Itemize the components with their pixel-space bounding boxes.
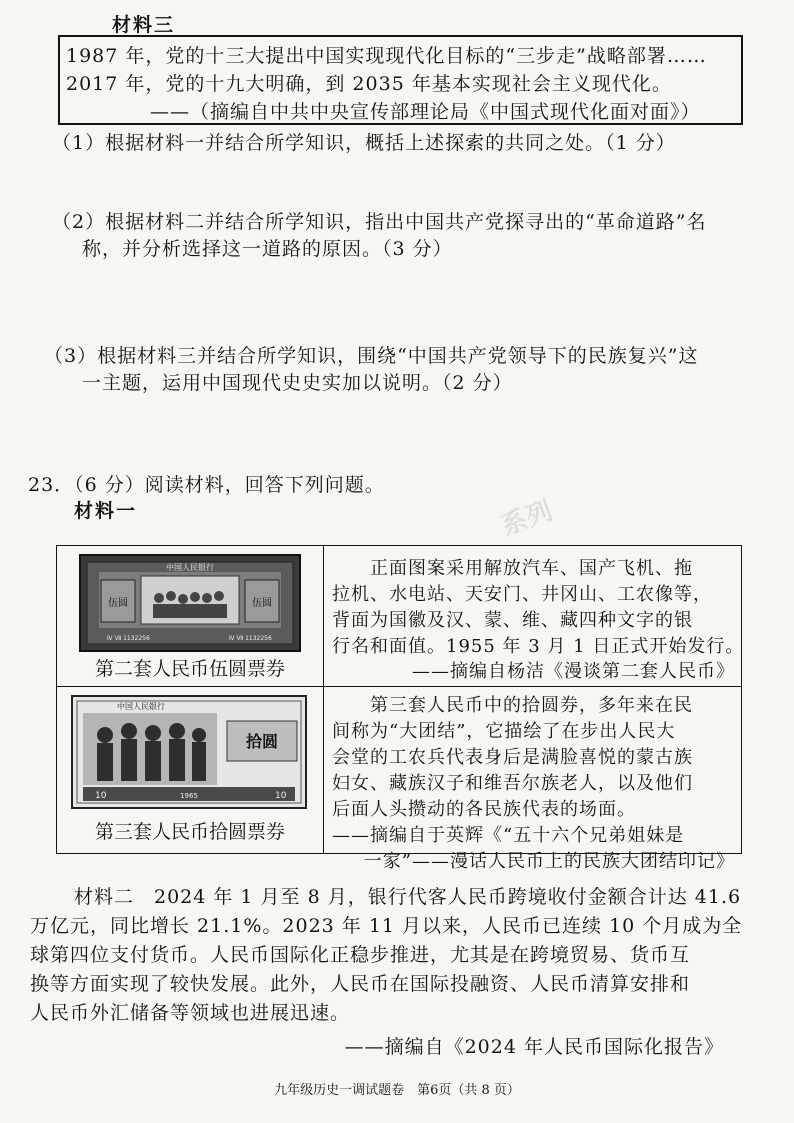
- banknote-denomination-right: 伍圆: [252, 598, 272, 609]
- description-line: 拉机、水电站、天安门、井冈山、工农像等，: [332, 584, 712, 605]
- banknote-10-yuan-image: [71, 695, 307, 809]
- description-cell: [324, 546, 745, 687]
- material1-title: 材料一: [74, 500, 138, 522]
- material2-source: ——摘编自《2024 年人民币国际化报告》: [344, 1036, 724, 1058]
- banknote-cell: [57, 546, 324, 687]
- description-line: 间称为“大团结”，它描绘了在步出人民大: [332, 721, 676, 742]
- page-footer: 九年级历史一调试题卷 第6页（共 8 页）: [274, 1083, 520, 1098]
- question-3-line1: （3）根据材料三并结合所学知识，围绕“中国共产党领导下的民族复兴”这: [44, 345, 699, 367]
- banknote-bank-name: 中国人民银行: [117, 702, 165, 711]
- question-3-line2: 一主题，运用中国现代史史实加以说明。（2 分）: [82, 372, 513, 394]
- banknote-denomination-left: 伍圆: [108, 598, 128, 609]
- table-row: [57, 546, 742, 687]
- material3-line: 1987 年，党的十三大提出中国实现现代化目标的“三步走”战略部署……: [66, 45, 707, 67]
- description-line: 妇女、藏族汉子和维吾尔族老人，以及他们: [332, 773, 693, 794]
- material2-line: 人民币外汇储备等领域也进展迅速。: [30, 1002, 351, 1024]
- material2-line: 换等方面实现了较快发展。此外，人民币在国际投融资、人民币清算安排和: [30, 973, 691, 995]
- material3-source: ——（摘编自中共中央宣传部理论局《中国式现代化面对面》）: [150, 101, 701, 123]
- material3-title: 材料三: [112, 14, 176, 36]
- material2-line: 球第四位支付货币。人民币国际化正稳步推进，尤其是在跨境贸易、货币互: [30, 944, 691, 966]
- material3-line: 2017 年，党的十九大明确，到 2035 年基本实现社会主义现代化。: [66, 73, 672, 95]
- description-line: 正面图案采用解放汽车、国产飞机、拖: [370, 558, 693, 579]
- banknote-caption: 第三套人民币拾圆票券: [94, 821, 285, 843]
- description-line: 行名和面值。1955 年 3 月 1 日正式开始发行。: [332, 636, 745, 657]
- description-source: ——摘编自于英辉《“五十六个兄弟姐妹是: [332, 825, 685, 846]
- description-cell: [324, 687, 742, 872]
- table-row: [57, 687, 742, 854]
- banknote-bank-name: 中国人民银行: [166, 563, 214, 572]
- banknote-denomination: 拾圆: [245, 732, 279, 751]
- question-23-header: 23．（6 分）阅读材料，回答下列问题。: [28, 474, 385, 496]
- description-source: 一家”——漫话人民币上的民族大团结印记》: [363, 851, 735, 872]
- banknote-5-yuan-image: [79, 554, 301, 652]
- banknote-number-right: 10: [275, 791, 287, 801]
- banknote-number-left: 10: [95, 791, 107, 801]
- material3-box: [58, 35, 743, 125]
- banknote-year: 1965: [180, 792, 198, 800]
- banknote-caption: 第二套人民币伍圆票券: [94, 658, 285, 680]
- material2-line: 万亿元，同比增长 21.1%。2023 年 11 月以来，人民币已连续 10 个月成为全: [30, 915, 743, 937]
- banknote-serial-left: Ⅳ Ⅶ 1132256: [107, 635, 150, 642]
- material1-table: [56, 545, 745, 872]
- watermark: 系列: [497, 495, 557, 542]
- question-2-line1: （2）根据材料二并结合所学知识，指出中国共产党探寻出的“革命道路”名: [52, 211, 707, 233]
- banknote-serial-right: Ⅳ Ⅶ 1132256: [229, 635, 272, 642]
- question-1: （1）根据材料一并结合所学知识，概括上述探索的共同之处。（1 分）: [52, 132, 676, 154]
- material2-line: 材料二 2024 年 1 月至 8 月，银行代客人民币跨境收付金额合计达 41.6: [74, 886, 742, 908]
- banknote-cell: [57, 687, 324, 854]
- description-line: 背面为国徽及汉、蒙、维、藏四种文字的银: [332, 610, 693, 631]
- description-line: 第三套人民币中的拾圆券，多年来在民: [370, 695, 693, 716]
- description-line: 后面人头攒动的各民族代表的场面。: [332, 799, 636, 820]
- description-line: 会堂的工农兵代表身后是满脸喜悦的蒙古族: [332, 747, 693, 768]
- description-source: ——摘编自杨洁《漫谈第二套人民币》: [412, 661, 735, 682]
- question-2-line2: 称，并分析选择这一道路的原因。（3 分）: [82, 238, 453, 260]
